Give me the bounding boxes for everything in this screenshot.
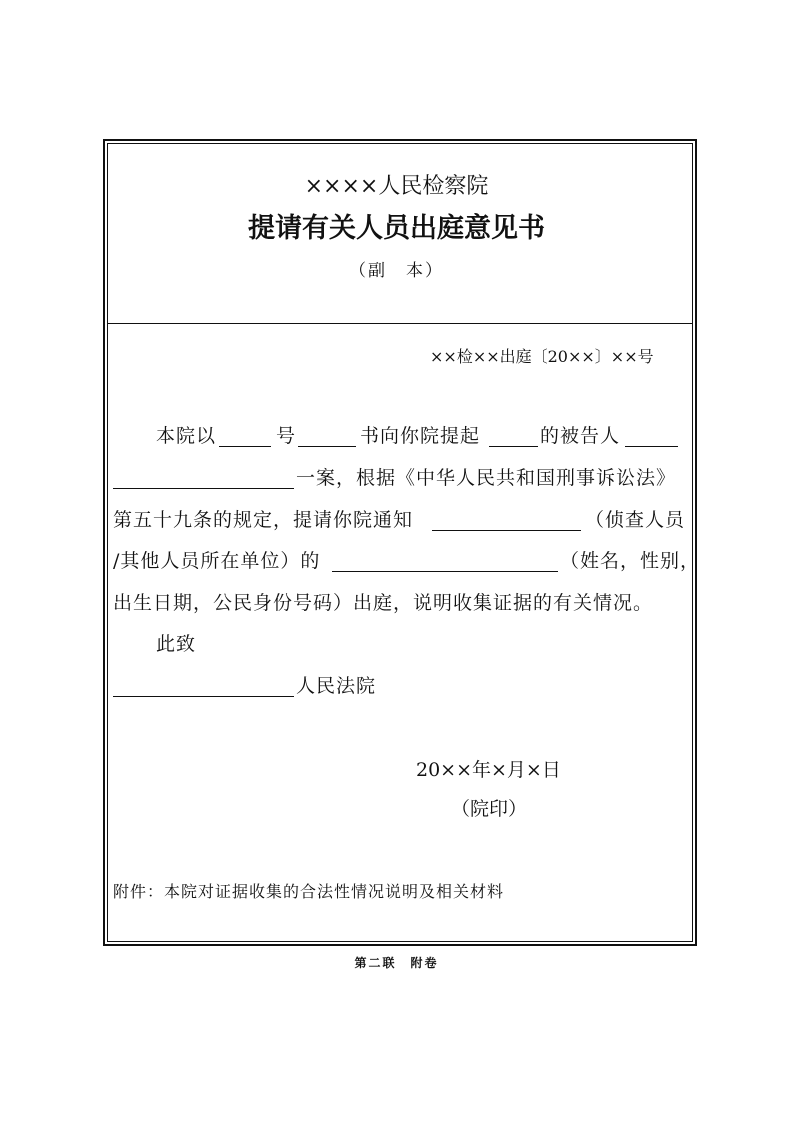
- blank-document-type: [489, 446, 538, 447]
- document-title: 提请有关人员出庭意见书: [248, 213, 545, 244]
- blank-defendant-name: [625, 446, 678, 447]
- body-text: 号: [276, 425, 297, 447]
- blank-case-number: [298, 446, 356, 447]
- document-number: ××检××出庭〔20××〕××号: [430, 347, 654, 366]
- body-text: 本院以: [156, 425, 217, 447]
- salutation: 此致: [156, 633, 197, 655]
- procuratorate-name: ××××人民检察院: [304, 174, 489, 199]
- body-text: 第五十九条的规定，提请你院通知: [113, 509, 414, 531]
- seal-label: （院印）: [451, 798, 528, 820]
- body-text: 书向你院提起: [360, 425, 481, 447]
- body-text: /其他人员所在单位）的: [113, 550, 321, 572]
- header-divider: [107, 323, 693, 324]
- copy-label: （副 本）: [349, 261, 444, 281]
- body-text: （侦查人员: [585, 509, 686, 531]
- court-suffix: 人民法院: [296, 675, 377, 697]
- blank-unit: [432, 530, 581, 531]
- attachment-note: 附件：本院对证据收集的合法性情况说明及相关材料: [113, 882, 505, 901]
- blank-person-info: [332, 571, 558, 572]
- body-text: 的被告人: [540, 425, 621, 447]
- body-text: 一案，根据《中华人民共和国刑事诉讼法》: [296, 467, 677, 489]
- blank-defendant-name-cont: [113, 488, 294, 489]
- blank-court-name: [113, 696, 294, 697]
- blank-case-prefix: [219, 446, 271, 447]
- issue-date: 20××年×月×日: [416, 759, 561, 781]
- body-text: （姓名，性别，: [560, 550, 701, 572]
- page-footer: 第二联 附卷: [354, 956, 439, 970]
- body-text: 出生日期，公民身份号码）出庭，说明收集证据的有关情况。: [113, 592, 654, 614]
